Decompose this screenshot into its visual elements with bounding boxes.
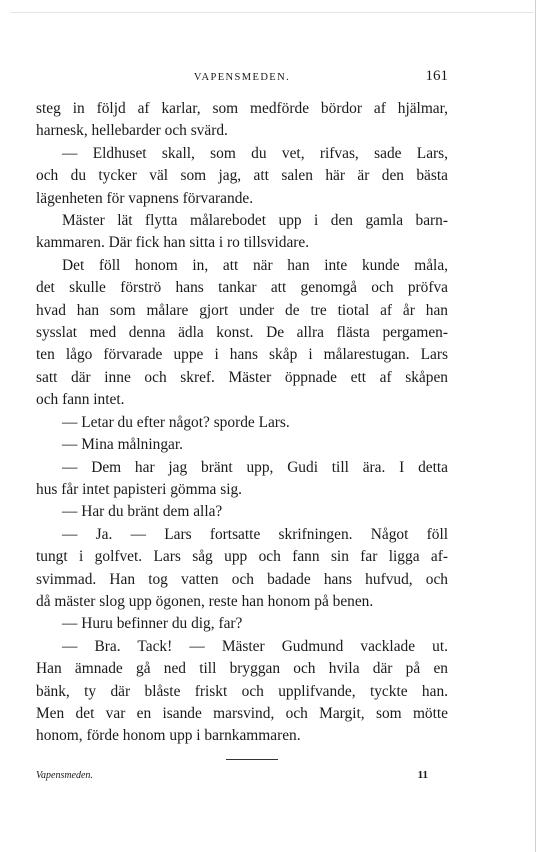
page-number: 161: [425, 68, 448, 84]
body-text: [36, 98, 448, 748]
text-line: — Letar du efter något? sporde Lars.: [62, 413, 290, 431]
text-line: lägenheten för vapnens förvarande.: [36, 189, 254, 207]
paragraph: [36, 636, 448, 748]
paragraph: [36, 255, 448, 412]
paragraph: [36, 501, 448, 523]
text-line: — Ja. — Lars fortsatte skrifningen. Något föll: [62, 525, 448, 543]
signature-number: 11: [417, 769, 428, 781]
text-line: Han ämnade gå ned till bryggan och hvila där på en: [36, 660, 448, 678]
text-line: — Bra. Tack! — Mäster Gudmund vacklade ut.: [62, 637, 448, 655]
paragraph: [36, 457, 448, 502]
paragraph: [36, 98, 448, 143]
running-head: [36, 68, 448, 90]
text-line: då mäster slog upp ögonen, reste han honom på benen.: [36, 592, 374, 610]
paragraph: [36, 412, 448, 434]
text-line: och du tycker väl som jag, att salen här är den bästa: [36, 167, 448, 185]
paragraph: [36, 210, 448, 255]
text-line: honom, förde honom upp i barnkammaren.: [36, 727, 301, 745]
text-line: hus får intet papisteri gömma sig.: [36, 480, 243, 498]
text-line: det skulle förströ hans tankar att genomgå och pröfva: [36, 279, 448, 297]
signature-title: Vapensmeden.: [36, 770, 93, 781]
text-line: bänk, ty där blåste friskt och upplifvande, tyckte han.: [36, 682, 448, 700]
text-line: kammaren. Där fick han sitta i ro tillsvidare.: [36, 234, 310, 252]
paragraph: [36, 613, 448, 635]
text-line: Det föll honom in, att när han inte kunde måla,: [62, 256, 448, 274]
page-footer: [36, 770, 428, 790]
text-line: steg in följd af karlar, som medförde bördor af hjälmar,: [36, 100, 448, 117]
page-right-edge: [535, 0, 536, 852]
text-line: sysslat med denna ädla konst. De allra flästa pergamen-: [36, 324, 448, 342]
text-line: Mäster lät flytta målarebodet upp i den gamla barn-: [62, 212, 448, 230]
text-line: — Dem har jag bränt upp, Gudi till ära. I detta: [62, 458, 448, 476]
text-line: Men det var en isande marsvind, och Margit, som mötte: [36, 704, 448, 722]
text-line: — Har du bränt dem alla?: [62, 503, 223, 521]
text-line: — Mina målningar.: [62, 436, 183, 454]
text-line: ten lågo förvarade uppe i hans skåp i målarestugan. Lars: [36, 346, 448, 364]
text-line: tungt i golfvet. Lars såg upp och fann sin far ligga af-: [36, 548, 448, 566]
text-line: satt där inne och skref. Mäster öppnade ett af skåpen: [36, 368, 448, 386]
running-title: VAPENSMEDEN.: [193, 72, 291, 83]
paragraph: [36, 434, 448, 456]
text-line: svimmad. Han tog vatten och badade hans hufvud, och: [36, 570, 448, 588]
paragraph: [36, 524, 448, 614]
text-line: och fann intet.: [36, 391, 125, 409]
text-line: hvad han som målare gjort under de tre tiotal af år han: [36, 301, 448, 319]
section-rule: [226, 759, 278, 760]
text-line: — Huru befinner du dig, far?: [62, 615, 243, 633]
page-top-edge: [10, 12, 534, 13]
text-line: harnesk, hellebarder och svärd.: [36, 122, 228, 140]
text-line: — Eldhuset skall, som du vet, rifvas, sade Lars,: [62, 144, 448, 162]
paragraph: [36, 143, 448, 210]
